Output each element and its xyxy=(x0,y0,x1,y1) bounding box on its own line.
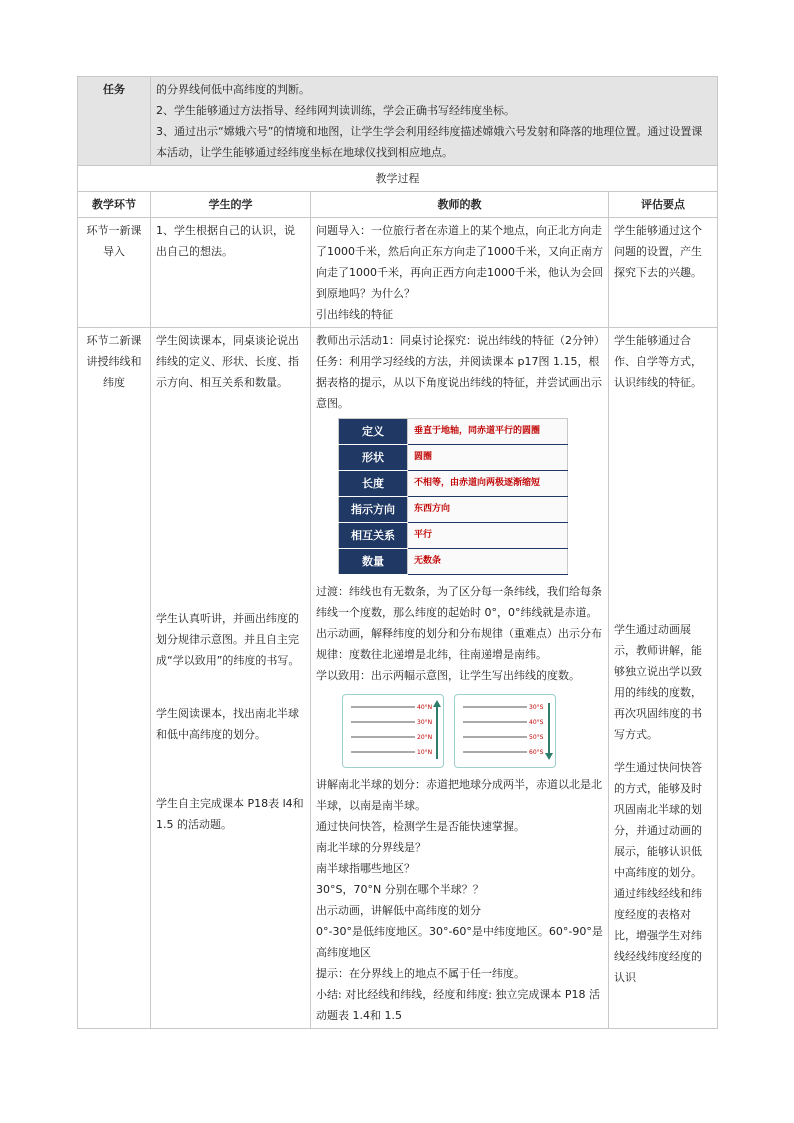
teacher-text: 讲解南北半球的划分：赤道把地球分成两半，赤道以北是北半球，以南是南半球。 xyxy=(316,778,602,812)
teacher-text: 0°-30°是低纬度地区。30°-60°是中纬度地区。60°-90°是高纬度地区 xyxy=(316,925,603,959)
feature-row xyxy=(339,549,568,575)
feature-key: 形状 xyxy=(339,445,408,471)
lat-label: 50°S xyxy=(529,734,544,741)
south-latitude-diagram xyxy=(454,694,556,768)
lat-label: 30°N xyxy=(417,719,433,726)
header-eval: 评估要点 xyxy=(609,192,718,218)
task-label: 任务 xyxy=(78,77,151,166)
down-arrow-icon xyxy=(545,753,553,760)
feature-value: 圆圈 xyxy=(408,445,568,471)
feature-key: 数量 xyxy=(339,549,408,575)
header-student: 学生的学 xyxy=(151,192,311,218)
task-line: 3、通过出示“嫦娥六号”的情境和地图，让学生学会利用经纬度描述嫦娥六号发射和降落的地理位置。通过设置课本活动，让学生能够通过经纬度坐标在地球仪找到相应地点。 xyxy=(156,125,703,159)
task-row xyxy=(78,77,718,166)
header-stage: 教学环节 xyxy=(78,192,151,218)
latitude-diagrams xyxy=(342,694,603,768)
feature-key: 相互关系 xyxy=(339,523,408,549)
feature-key: 指示方向 xyxy=(339,497,408,523)
eval-text: 学生通过动画展示，教师讲解，能够独立说出学以致用的纬线的度数，再次巩固纬度的书写方式。 xyxy=(614,623,702,741)
feature-value: 东西方向 xyxy=(408,497,568,523)
up-arrow-icon xyxy=(433,700,441,707)
teacher-intro xyxy=(311,218,609,328)
teacher-text: 小结: 对比经线和纬线，经度和纬度: 独立完成课本 P18 活动题表 1.4和 1.5 xyxy=(316,988,601,1022)
latitude-features-table xyxy=(338,418,568,575)
feature-value: 垂直于地轴，同赤道平行的圆圈 xyxy=(408,419,568,445)
stage-latitude: 环节二新课讲授纬线和纬度 xyxy=(78,328,151,1029)
lat-label: 10°N xyxy=(417,749,433,756)
section-title: 教学过程 xyxy=(78,166,718,192)
teacher-text: 引出纬线的特征 xyxy=(316,308,393,321)
feature-value: 无数条 xyxy=(408,549,568,575)
teacher-text: 问题导入：一位旅行者在赤道上的某个地点，向正北方向走了1000千米，然后向正东方向走了1000千米，又向正南方向走了1000千米，再向正西方向走1000千米，他认为会回到原地吗？为什么？ xyxy=(316,224,603,300)
teacher-latitude xyxy=(311,328,609,1029)
feature-row xyxy=(339,523,568,549)
lat-label: 20°N xyxy=(417,734,433,741)
feature-value: 不相等，由赤道向两极逐渐缩短 xyxy=(408,471,568,497)
eval-text: 学生通过快问快答的方式，能够及时巩固南北半球的划分，并通过动画的展示，能够认识低中高纬度的划分。 xyxy=(614,761,702,879)
task-line: 的分界线何低中高纬度的判断。 xyxy=(156,83,310,96)
teacher-text: 过渡：纬线也有无数条，为了区分每一条纬线，我们给每条纬线一个度数，那么纬度的起始时 0°，0°纬线就是赤道。 xyxy=(316,585,602,619)
lat-label: 40°N xyxy=(417,704,433,711)
section-title-row xyxy=(78,166,718,192)
lat-label: 30°S xyxy=(529,704,544,711)
feature-key: 定义 xyxy=(339,419,408,445)
stage-intro: 环节一新课导入 xyxy=(78,218,151,328)
teacher-text: 出示动画，讲解低中高纬度的划分 xyxy=(316,904,481,917)
student-latitude xyxy=(151,328,311,1029)
teacher-text: 南北半球的分界线是？ xyxy=(316,841,426,854)
student-text: 学生阅读课本，同桌谈论说出纬线的定义、形状、长度、指示方向、相互关系和数量。 xyxy=(156,334,299,389)
row-intro xyxy=(78,218,718,328)
feature-key: 长度 xyxy=(339,471,408,497)
feature-row xyxy=(339,445,568,471)
feature-row xyxy=(339,471,568,497)
teacher-text: 南半球指哪些地区？ xyxy=(316,862,415,875)
feature-value: 平行 xyxy=(408,523,568,549)
teacher-text: 出示动画，解释纬度的划分和分布规律（重难点）出示分布规律：度数往北递增是北纬，往南递增是南纬。 xyxy=(316,627,602,661)
header-row xyxy=(78,192,718,218)
student-intro: 1、学生根据自己的认识，说出自己的想法。 xyxy=(151,218,311,328)
north-latitude-diagram xyxy=(342,694,444,768)
task-line: 2、学生能够通过方法指导、经纬网判读训练，学会正确书写经纬度坐标。 xyxy=(156,104,515,117)
eval-latitude xyxy=(609,328,718,1029)
teacher-text: 教师出示活动1：同桌讨论探究：说出纬线的特征（2分钟）任务：利用学习经线的方法，并阅读课本 p17图 1.15，根据表格的提示，从以下角度说出纬线的特征，并尝试画出示意图。 xyxy=(316,334,602,410)
row-latitude xyxy=(78,328,718,1029)
teacher-text: 提示：在分界线上的地点不属于任一纬度。 xyxy=(316,967,525,980)
eval-text: 通过纬线经线和纬度经度的表格对比，增强学生对纬线经线纬度经度的认识 xyxy=(614,887,702,984)
lat-label: 60°S xyxy=(529,749,544,756)
task-content xyxy=(151,77,718,166)
eval-text: 学生能够通过合作、自学等方式，认识纬线的特征。 xyxy=(614,334,702,389)
feature-row xyxy=(339,497,568,523)
header-teacher: 教师的教 xyxy=(311,192,609,218)
student-text: 学生认真听讲，并画出纬度的划分规律示意图。并且自主完成“学以致用”的纬度的书写。 xyxy=(156,612,300,667)
feature-row xyxy=(339,419,568,445)
student-text: 学生阅读课本，找出南北半球和低中高纬度的划分。 xyxy=(156,707,299,741)
lesson-plan-table xyxy=(77,76,718,1029)
teacher-text: 通过快问快答，检测学生是否能快速掌握。 xyxy=(316,820,525,833)
teacher-text: 30°S，70°N 分别在哪个半球？？ xyxy=(316,883,484,896)
teacher-text: 学以致用：出示两幅示意图，让学生写出纬线的度数。 xyxy=(316,669,580,682)
eval-intro: 学生能够通过这个问题的设置，产生探究下去的兴趣。 xyxy=(609,218,718,328)
lat-label: 40°S xyxy=(529,719,544,726)
student-text: 学生自主完成课本 P18表 l4和 1.5 的活动题。 xyxy=(156,797,304,831)
